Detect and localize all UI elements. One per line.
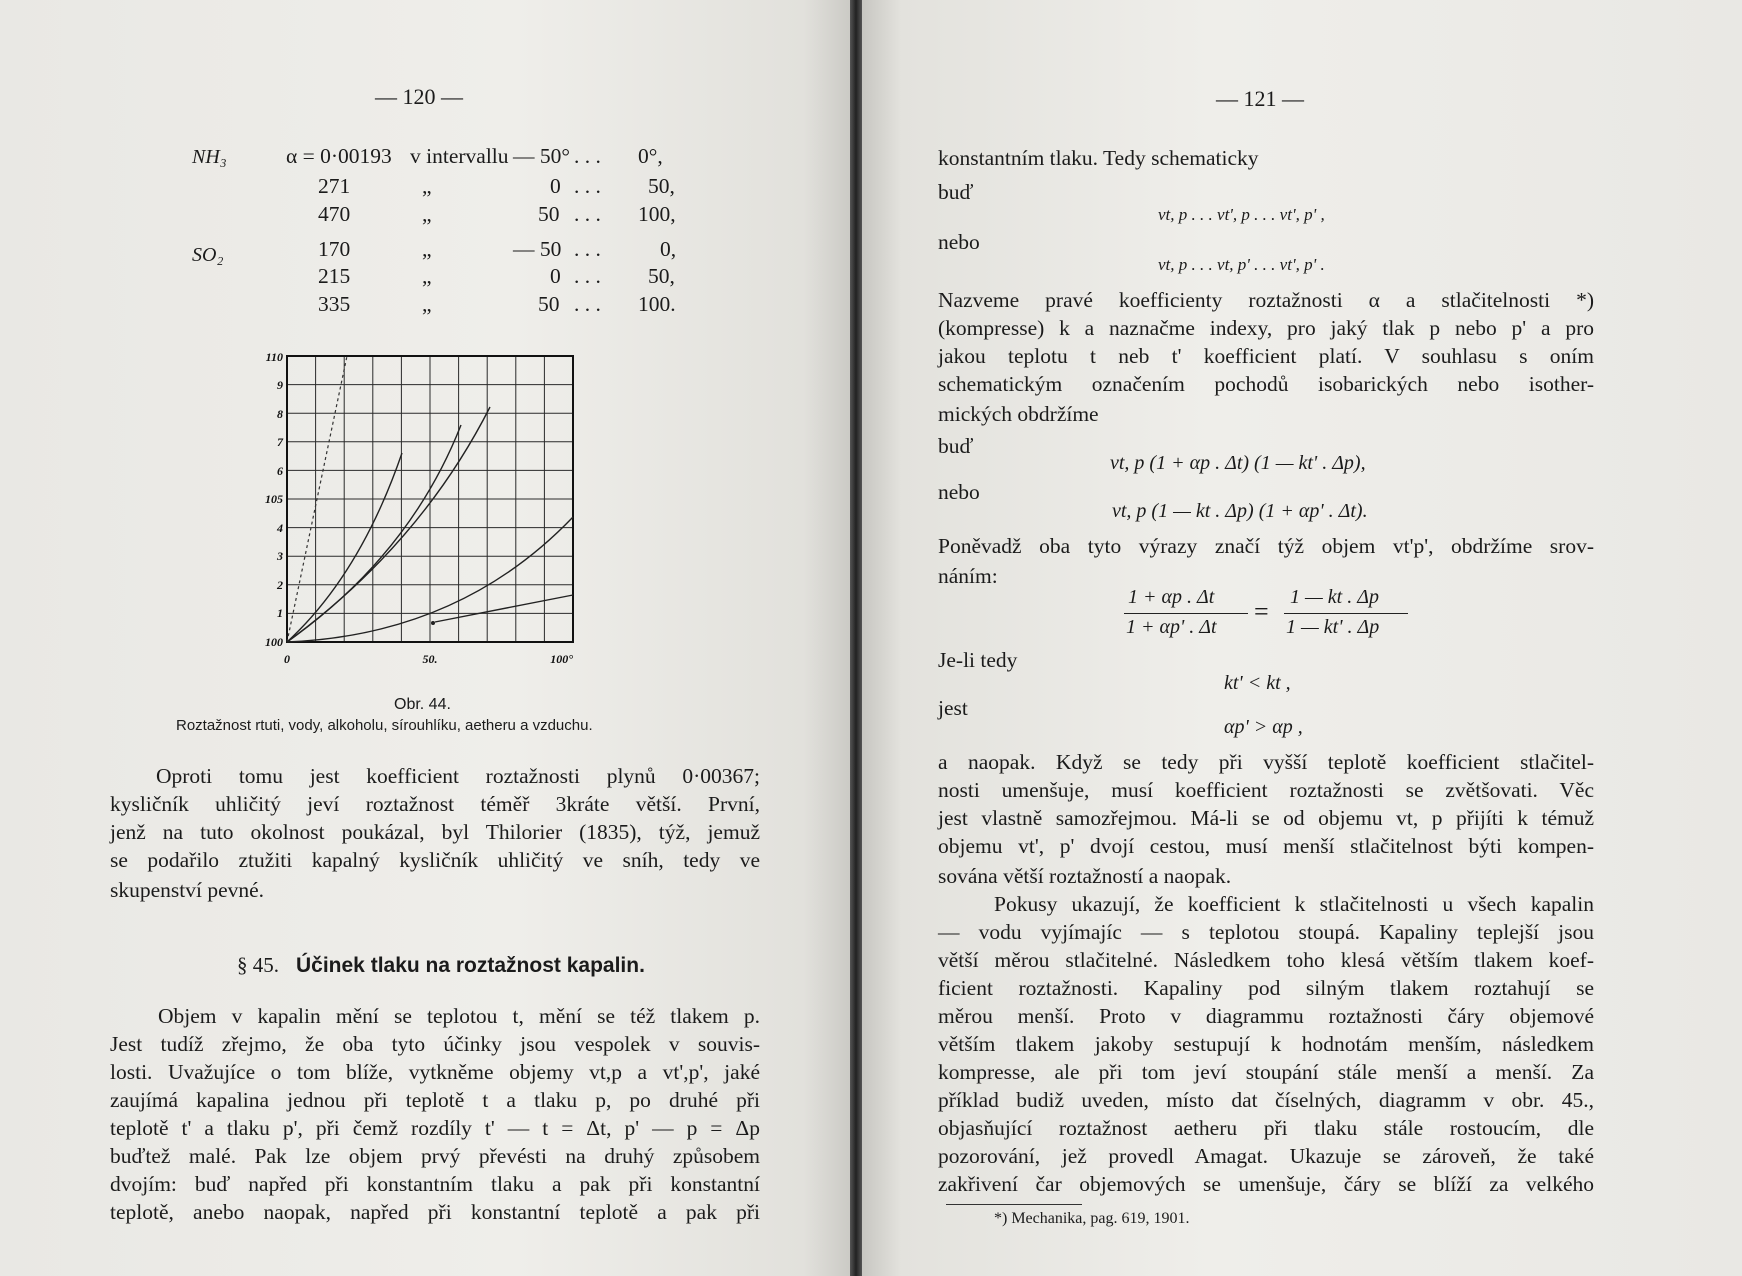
text-line: ficient roztažnosti. Kapaliny pod silným tlakem roztahují se <box>938 976 1594 1000</box>
table-from: 50 <box>538 202 560 226</box>
footnote-rule <box>946 1204 1082 1205</box>
text-line: Poněvadž oba tyto výrazy značí týž objem vt'p', obdržíme srov- <box>938 534 1594 558</box>
table-dots: . . . <box>574 202 601 226</box>
text-line: mických obdržíme <box>938 402 1099 426</box>
y-tick: 2 <box>277 578 283 592</box>
table-from: 50 <box>538 292 560 316</box>
text-line: zaujímá kapalina jednou při teplotě t a tlaku p, po druhé při <box>110 1088 760 1112</box>
table-from: 0 <box>550 174 561 198</box>
text-line: Pokusy ukazují, že koefficient k stlačitelnosti u všech kapalin <box>994 892 1594 916</box>
text-line: kompresse, ale při tom jeví stoupání stále menší a menší. Za <box>938 1060 1594 1084</box>
table-from: — 50° <box>513 144 570 168</box>
text-line: schematickým označením pochodů isobarických nebo isother- <box>938 372 1594 396</box>
table-coef: 215 <box>318 264 351 288</box>
table-from: — 50 <box>513 237 562 261</box>
text-line: Je-li tedy <box>938 648 1018 672</box>
text-line: jest <box>938 696 968 720</box>
text-line: zakřivení čar objemových se umenšuje, čáry se blíží za velkého <box>938 1172 1594 1196</box>
table-cond: „ <box>422 202 432 226</box>
text-line: jenž na tuto okolnost poukázal, byl Thilorier (1835), týž, jemuž <box>110 820 760 844</box>
text-line: a naopak. Když se tedy při vyšší teplotě koefficient stlačitel- <box>938 750 1594 774</box>
y-tick: 9 <box>277 378 283 392</box>
text-line: — vodu vyjímajíc — s teplotou stoupá. Kapaliny teplejší jsou <box>938 920 1594 944</box>
table-cond: „ <box>422 237 432 261</box>
table-cond: „ <box>422 174 432 198</box>
text-line: kysličník uhličitý jeví roztažnost téměř 3kráte větší. První, <box>110 792 760 816</box>
footnote: *) Mechanika, pag. 619, 1901. <box>994 1210 1190 1227</box>
label-nebo: nebo <box>938 480 980 504</box>
table-dots: . . . <box>574 292 601 316</box>
formula-2: vt, p (1 — kt . Δp) (1 + αp' . Δt). <box>1112 500 1368 522</box>
table-dots: . . . <box>574 237 601 261</box>
y-tick: 100 <box>265 635 283 649</box>
x-tick: 0 <box>284 652 290 666</box>
table-coef: 170 <box>318 237 351 261</box>
x-tick: 50. <box>422 652 438 666</box>
table-gas-so2: SO₂ <box>192 244 224 266</box>
page-number-left: — 120 — <box>375 84 463 109</box>
text-line: náním: <box>938 564 998 588</box>
y-tick: 3 <box>277 549 283 563</box>
section-title: Účinek tlaku na roztažnost kapalin. <box>296 954 645 977</box>
equals-sign: = <box>1254 597 1269 626</box>
formula-1: vt, p (1 + αp . Δt) (1 — kt' . Δp), <box>1110 452 1366 474</box>
section-number: § 45. <box>237 953 279 977</box>
table-coef: α = 0·00193 <box>286 144 392 168</box>
book-gutter <box>850 0 862 1276</box>
table-to: 100. <box>638 292 676 316</box>
text-line: Nazveme pravé koefficienty roztažnosti α a stlačitelnosti *) <box>938 288 1594 312</box>
y-tick: 105 <box>265 492 283 506</box>
curve-carbon-disulfide <box>287 425 461 642</box>
scheme-isothermal: vt, p . . . vt, p' . . . vt', p' . <box>1158 255 1325 274</box>
text-line: skupenství pevné. <box>110 878 265 902</box>
y-tick: 1 <box>277 606 283 620</box>
fraction-left-denominator: 1 + αp' . Δt <box>1126 616 1217 638</box>
text-line: pozorování, jež provedl Amagat. Ukazuje se zároveň, že také <box>938 1144 1594 1168</box>
table-to: 50, <box>648 174 675 198</box>
table-coef: 470 <box>318 202 351 226</box>
text-line: sována větší roztažností a naopak. <box>938 864 1232 888</box>
table-dots: . . . <box>574 144 601 168</box>
text-line: Jest tudíž zřejmo, že oba tyto účinky jsou vespolek v souvis- <box>110 1032 760 1056</box>
table-to: 0, <box>660 237 677 261</box>
fraction-left-numerator: 1 + αp . Δt <box>1128 586 1215 608</box>
text-line: buďtež malé. Pak lze objem prvý převésti na druhý způsobem <box>110 1144 760 1168</box>
table-from: 0 <box>550 264 561 288</box>
text-line: objemu vt', p' dvojí cestou, musí menší stlačitelnost býti kompen- <box>938 834 1594 858</box>
y-tick: 110 <box>265 350 283 364</box>
y-tick: 7 <box>277 435 283 449</box>
text-line: objasňující roztažnost aetheru při tlaku stále rostoucím, dle <box>938 1116 1594 1140</box>
page-number-right: — 121 — <box>1216 86 1304 111</box>
text-line: losti. Uvažujíce o tom blíže, vytkněme objemy vt,p a vt',p', jaké <box>110 1060 760 1084</box>
text-line: (kompresse) k a naznačme indexy, pro jaký tlak p nebo p' a pro <box>938 316 1594 340</box>
table-to: 0°, <box>638 144 663 168</box>
text-line: dvojím: buď napřed při konstantním tlaku a pak při konstantní <box>110 1172 760 1196</box>
scheme-isobaric: vt, p . . . vt', p . . . vt', p' , <box>1158 205 1325 224</box>
text-line: jest vlastně samozřejmou. Má-li se od objemu vt, p přijíti k témuž <box>938 806 1594 830</box>
fraction-right-numerator: 1 — kt . Δp <box>1290 586 1379 608</box>
y-tick: 8 <box>277 407 283 421</box>
text-line: konstantním tlaku. Tedy schematicky <box>938 146 1259 170</box>
table-gas-nh3: NH₃ <box>192 146 227 168</box>
table-cond: v intervallu <box>410 144 509 168</box>
text-line: Objem v kapalin mění se teplotou t, mění se též tlakem p. <box>158 1004 760 1028</box>
table-coef: 335 <box>318 292 351 316</box>
text-line: měrou menší. Proto v diagrammu roztažnosti čáry objemové <box>938 1004 1594 1028</box>
text-line: teplotě t' a tlaku p', při čemž rozdíly t' — t = Δt, p' — p = Δp <box>110 1116 760 1140</box>
text-line: větší měrou stlačitelné. Následkem toho klesá větším tlakem koef- <box>938 948 1594 972</box>
inequality-1: kt' < kt , <box>1224 672 1291 694</box>
fraction-right-bar <box>1284 613 1408 614</box>
fraction-left-bar <box>1124 613 1248 614</box>
table-cond: „ <box>422 264 432 288</box>
text-line: jakou teplotu t neb t' koefficient platí. V souhlasu s oním <box>938 344 1594 368</box>
figure-44-diagram <box>250 345 580 675</box>
y-tick: 4 <box>277 521 283 535</box>
table-cond: „ <box>422 292 432 316</box>
text-line: nosti umenšuje, musí koefficient roztažnosti se zvětšovati. Věc <box>938 778 1594 802</box>
text-line: Oproti tomu jest koefficient roztažnosti plynů 0·00367; <box>156 764 760 788</box>
text-line: se podařilo ztužiti kapalný kysličník uhličitý ve sníh, tedy ve <box>110 848 760 872</box>
text-line: teplotě, anebo naopak, napřed při konstantní teplotě a pak při <box>110 1200 760 1224</box>
label-nebo: nebo <box>938 230 980 254</box>
inequality-2: αp' > αp , <box>1224 716 1303 738</box>
text-line: větším tlakem jakoby sestupují k hodnotám menším, následkem <box>938 1032 1594 1056</box>
text-line: příklad budiž uveden, místo dat číselných, diagramm v obr. 45., <box>938 1088 1594 1112</box>
y-tick: 6 <box>277 464 283 478</box>
figure-caption-number: Obr. 44. <box>394 696 451 713</box>
table-dots: . . . <box>574 264 601 288</box>
table-dots: . . . <box>574 174 601 198</box>
table-to: 100, <box>638 202 676 226</box>
table-to: 50, <box>648 264 675 288</box>
table-coef: 271 <box>318 174 351 198</box>
curve-mercury <box>435 595 573 622</box>
x-tick: 100° <box>550 652 573 666</box>
curve-mercury-start-dot <box>431 621 435 625</box>
label-bud: buď <box>938 180 974 204</box>
figure-caption-text: Roztažnost rtuti, vody, alkoholu, sírouhlíku, aetheru a vzduchu. <box>176 717 593 734</box>
fraction-right-denominator: 1 — kt' . Δp <box>1286 616 1380 638</box>
label-bud: buď <box>938 434 974 458</box>
